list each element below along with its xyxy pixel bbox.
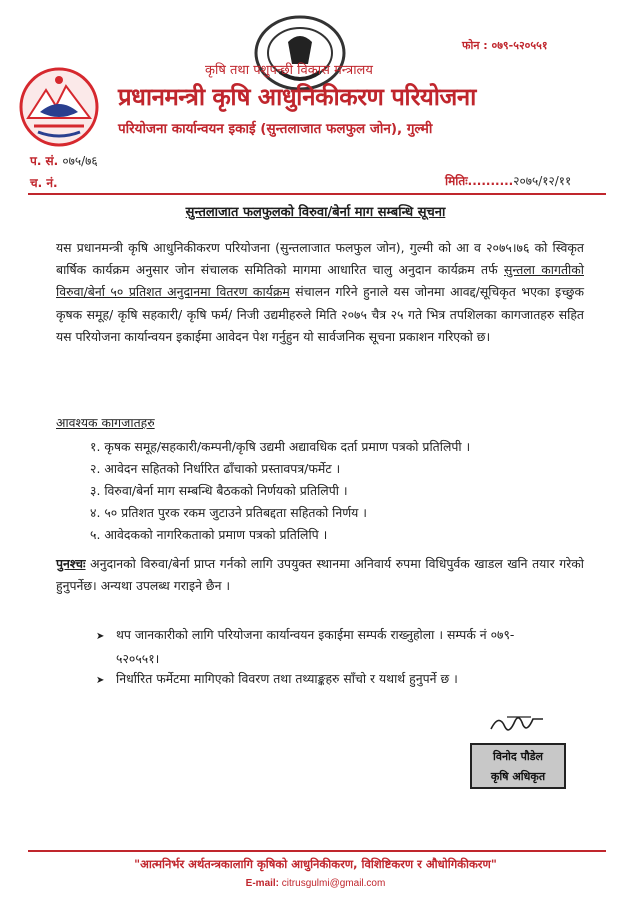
email-address: citrusgulmi@gmail.com (281, 878, 386, 889)
postscript-note (56, 553, 584, 597)
officer-name: विनोद पौडेल (492, 750, 544, 763)
contact-bullet (96, 624, 596, 670)
list-item: १. कृषक समूह/सहकारी/कम्पनी/कृषि उद्यमी अद्यावधिक दर्ता प्रमाण पत्रको प्रतिलिपी । (90, 439, 471, 454)
handwritten-signature (487, 709, 547, 743)
postscript-text: अनुदानको विरुवा/बेर्ना प्राप्त गर्नको लागि उपयुक्त स्थानमा अनिवार्य रुपमा विधिपुर्वक खाडल खनि तयार गरेको हुनुपर्नेछ। अन्यथा उपलब्ध गराइने छैन । (56, 556, 584, 593)
ministry-name: कृषि तथा पशुपन्छी विकास मन्त्रालय (205, 63, 373, 78)
footer-slogan: "आत्मनिर्भर अर्थतन्त्रकालागि कृषिको आधुनिकीकरण, विशिष्टिकरण र औधोगिकीकरण" (134, 857, 497, 871)
officer-designation: कृषि अधिकृत (490, 770, 546, 783)
list-item: २. आवेदन सहितको निर्धारित ढाँचाको प्रस्तावपत्र/फर्मेट । (90, 461, 341, 476)
list-item: ४. ५० प्रतिशत पुरक रकम जुटाउने प्रतिबद्दता सहितको निर्णय । (90, 505, 368, 520)
letter-date (445, 172, 571, 189)
contact-text: थप जानकारीको लागि परियोजना कार्यान्वयन इकाईमा सम्पर्क राख्नुहोला । सम्पर्क नं ०७९- (116, 627, 515, 642)
chalani-label: च. नं. (30, 176, 58, 190)
list-item: ५. आवेदकको नागरिकताको प्रमाण पत्रको प्रतिलिपि । (90, 527, 328, 542)
intro-part-2: संचालन गरिने हुनाले यस जोनमा आवद्द/सूचिकृत भएका इच्छुक कृषक समूह/ कृषि सहकारी/ कृषि फर्म/ निजी उद्यमीहरुले मिति २०७५ चैत्र २५ गते भित्र तपशिलका कागजातहरु सहित यस परियोजना कार्यान्वयन इकाईमा आवेदन पेश गर्नुहुन यो सार्वजनिक सूचना प्रकाशन गरिएको छ। (56, 284, 584, 344)
project-title: प्रधानमन्त्री कृषि आधुनिकीकरण परियोजना (118, 83, 476, 111)
email-label: E-mail: (245, 878, 280, 889)
footer-email (0, 878, 631, 889)
patra-label: प. सं. (30, 154, 59, 168)
officer-name-stamp (470, 743, 566, 789)
date-value: २०७५/१२/११ (513, 174, 572, 188)
arrow-bullet-icon: ➤ (96, 631, 105, 642)
format-text: निर्धारित फर्मेटमा मागिएको विवरण तथा तथ्याङ्कहरु साँचो र यथार्थ हुनुपर्ने छ । (116, 671, 458, 686)
intro-program-highlight: सुन्तला कागतीको विरुवा/बेर्ना ५० प्रतिशत अनुदानमा वितरण कार्यक्रम (56, 262, 584, 300)
format-bullet (96, 668, 596, 692)
list-item: ३. विरुवा/बेर्ना माग सम्बन्धि बैठकको निर्णयको प्रतिलिपी । (90, 483, 348, 498)
notice-body (56, 237, 584, 348)
nepal-emblem-icon (18, 66, 100, 152)
contact-number-cont: ५२०५५१। (116, 651, 160, 666)
footer-divider (28, 850, 606, 852)
date-dots: .......... (467, 174, 514, 188)
patra-value: ०७५/७६ (62, 154, 98, 168)
letter-reference (30, 152, 98, 169)
required-documents-heading: आवश्यक कागजातहरु (56, 415, 155, 430)
postscript-label: पुनश्चः (56, 556, 86, 571)
date-label: मितिः (445, 174, 468, 188)
header-divider (28, 193, 606, 195)
required-documents-list (90, 436, 470, 546)
implementation-unit: परियोजना कार्यान्वयन इकाई (सुन्तलाजात फलफुल जोन), गुल्मी (118, 121, 433, 137)
notice-title: सुन्तलाजात फलफुलको विरुवा/बेर्ना माग सम्बन्धि सूचना (185, 205, 446, 220)
intro-part-1: यस प्रधानमन्त्री कृषि आधुनिकीकरण परियोजना (सुन्तलाजात फलफुल जोन), गुल्मी को आ व २०७५।७६ को स्विकृत बार्षिक कार्यक्रम अनुसार जोन संचालक समितिको मागमा आधारित चालु अनुदान कार्यक्रम तर्फ (56, 240, 584, 278)
arrow-bullet-icon: ➤ (96, 675, 105, 686)
phone-number: फोन : ०७९-५२०५५१ (462, 39, 548, 52)
